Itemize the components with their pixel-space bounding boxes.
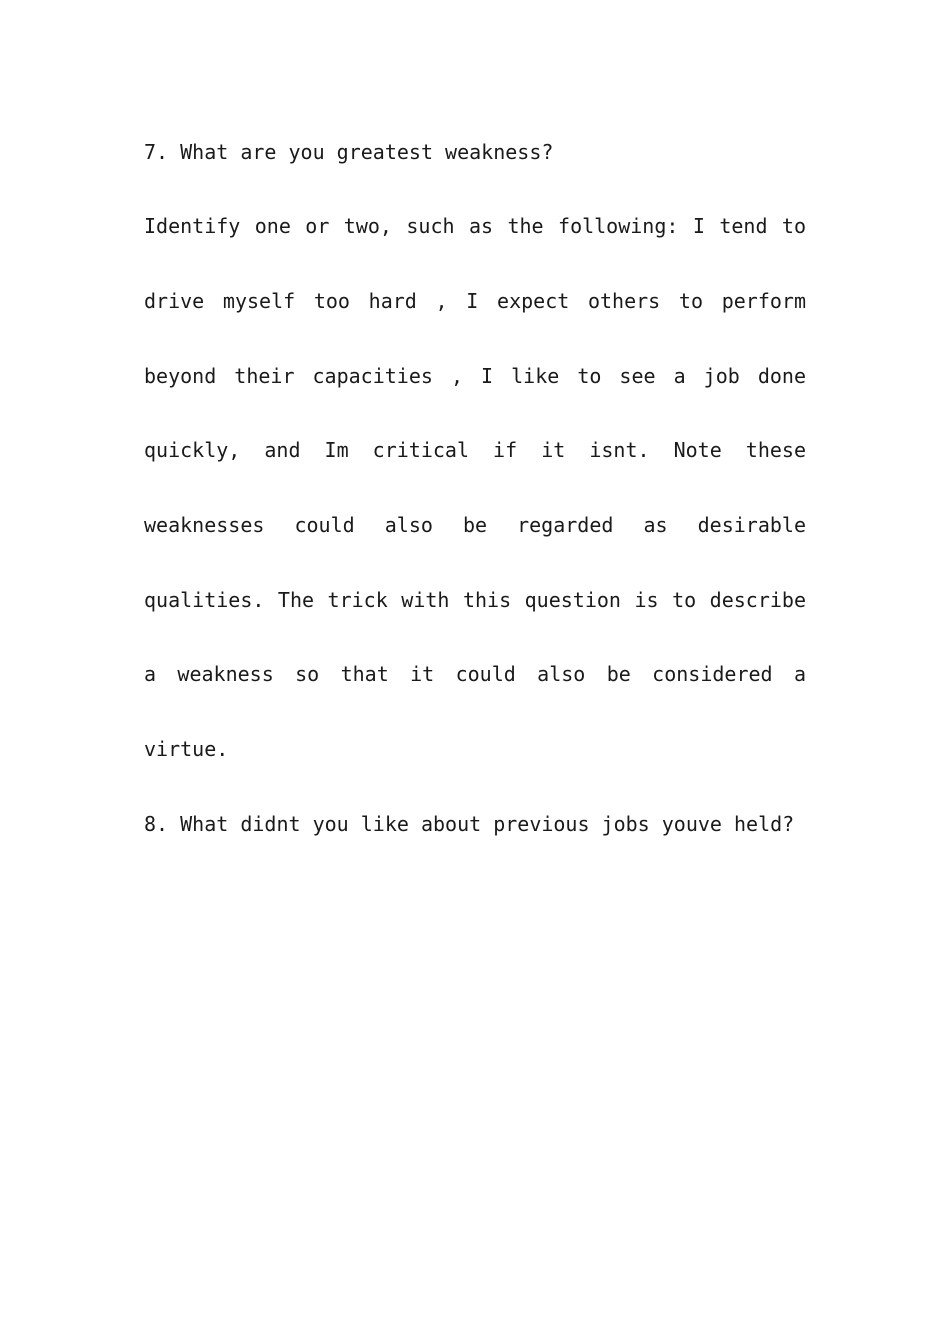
answer-7-line-8: virtue. [144, 737, 229, 761]
answer-7-line-5: weaknesses could also be regarded as desirable [144, 513, 806, 537]
answer-7-line-1: Identify one or two, such as the following: I tend to [144, 214, 806, 238]
question-7-heading: 7. What are you greatest weakness? [144, 140, 554, 164]
answer-7-line-7: a weakness so that it could also be considered a [144, 662, 806, 686]
answer-7-line-3: beyond their capacities , I like to see a job done [144, 364, 806, 388]
answer-7-line-6: qualities. The trick with this question is to describe [144, 588, 806, 612]
question-8-heading: 8. What didnt you like about previous jobs youve held? [144, 812, 795, 836]
answer-7-line-4: quickly, and Im critical if it isnt. Note these [144, 438, 806, 462]
answer-7-line-2: drive myself too hard , I expect others to perform [144, 289, 806, 313]
